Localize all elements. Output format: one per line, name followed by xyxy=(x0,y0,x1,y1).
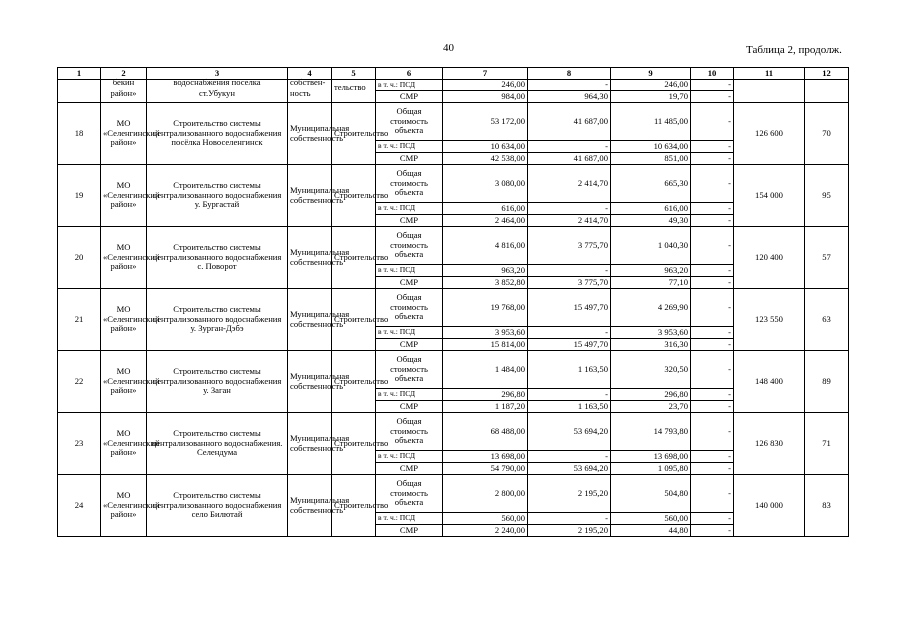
value-col9: 3 953,60 xyxy=(611,327,691,339)
cost-label: в т. ч.: ПСД xyxy=(376,451,443,463)
value-col11: 140 000 xyxy=(734,475,805,537)
column-number: 2 xyxy=(101,68,147,80)
value-col12: 57 xyxy=(805,227,849,289)
value-col9: 44,80 xyxy=(611,525,691,537)
value-col9: 320,50 xyxy=(611,351,691,389)
cost-label: Общая стоимость объекта xyxy=(376,289,443,327)
municipality: МО «Селенгинский район» xyxy=(101,475,147,537)
municipality: МО «Селенгинский район» xyxy=(101,103,147,165)
work-type: Строительство xyxy=(332,413,376,475)
municipality-cont: район» xyxy=(110,88,137,99)
work-type-cut: тельство xyxy=(334,82,366,92)
value-col9: 296,80 xyxy=(611,389,691,401)
value-col7: 19 768,00 xyxy=(443,289,528,327)
municipality: МО «Селенгинский район» xyxy=(101,165,147,227)
project-name: Строительство системы централизованного водоснабжения посёлка Новоселенгинск xyxy=(147,103,288,165)
ownership: Муниципальная собственность xyxy=(288,103,332,165)
value-col10: - xyxy=(691,475,734,513)
value-col11: 154 000 xyxy=(734,165,805,227)
value-col9: 13 698,00 xyxy=(611,451,691,463)
cost-label: СМР xyxy=(376,215,443,227)
project-name: Строительство системы централизованного водоснабжения у. Зурган-Дэбэ xyxy=(147,289,288,351)
table-row xyxy=(58,103,849,141)
row-number: 21 xyxy=(58,289,101,351)
value-col10: - xyxy=(691,463,734,475)
value-col9: 11 485,00 xyxy=(611,103,691,141)
value-col9: 14 793,80 xyxy=(611,413,691,451)
project-name xyxy=(147,77,288,103)
value-col12 xyxy=(805,80,849,103)
column-number: 1 xyxy=(58,68,101,80)
work-type: Строительство xyxy=(332,475,376,537)
value-col7: 42 538,00 xyxy=(443,153,528,165)
value-col7: 4 816,00 xyxy=(443,227,528,265)
cost-label: Общая стоимость объекта xyxy=(376,413,443,451)
cost-label: в т. ч.: ПСД xyxy=(376,80,443,91)
cost-label: в т. ч.: ПСД xyxy=(376,203,443,215)
value-col8: 2 414,70 xyxy=(528,165,611,203)
value-col8: - xyxy=(528,203,611,215)
value-col9: 560,00 xyxy=(611,513,691,525)
column-number: 8 xyxy=(528,68,611,80)
cost-label: СМР xyxy=(376,153,443,165)
value-col10: - xyxy=(691,91,734,103)
value-col11: 148 400 xyxy=(734,351,805,413)
value-col8: 53 694,20 xyxy=(528,413,611,451)
municipality: МО «Селенгинский район» xyxy=(101,227,147,289)
value-col10: - xyxy=(691,103,734,141)
value-col7: 53 172,00 xyxy=(443,103,528,141)
value-col10: - xyxy=(691,351,734,389)
value-col8: 41 687,00 xyxy=(528,153,611,165)
value-col12: 70 xyxy=(805,103,849,165)
cost-label: СМР xyxy=(376,91,443,103)
value-col10: - xyxy=(691,413,734,451)
cost-label: СМР xyxy=(376,463,443,475)
table-row xyxy=(58,351,849,389)
value-col7: 10 634,00 xyxy=(443,141,528,153)
municipality-cut: бекин xyxy=(112,77,135,88)
value-col9: 10 634,00 xyxy=(611,141,691,153)
value-col10: - xyxy=(691,513,734,525)
ownership: Муниципальная собственность xyxy=(288,289,332,351)
value-col7: 68 488,00 xyxy=(443,413,528,451)
value-col12: 83 xyxy=(805,475,849,537)
value-col9: 1 040,30 xyxy=(611,227,691,265)
ownership: Муниципальная собственность xyxy=(288,227,332,289)
value-col7: 13 698,00 xyxy=(443,451,528,463)
value-col8: 15 497,70 xyxy=(528,289,611,327)
work-type: Строительство xyxy=(332,289,376,351)
value-col8: - xyxy=(528,80,611,91)
value-col7: 54 790,00 xyxy=(443,463,528,475)
value-col8: 2 414,70 xyxy=(528,215,611,227)
value-col9: 4 269,90 xyxy=(611,289,691,327)
cost-label: в т. ч.: ПСД xyxy=(376,265,443,277)
municipality: МО «Селенгинский район» xyxy=(101,289,147,351)
column-number: 9 xyxy=(611,68,691,80)
value-col7: 246,00 xyxy=(443,80,528,91)
value-col7: 560,00 xyxy=(443,513,528,525)
ownership xyxy=(288,77,332,103)
column-number: 12 xyxy=(805,68,849,80)
value-col9: 19,70 xyxy=(611,91,691,103)
column-number: 11 xyxy=(734,68,805,80)
column-number: 3 xyxy=(147,68,288,80)
value-col10: - xyxy=(691,141,734,153)
cost-label: СМР xyxy=(376,277,443,289)
value-col8: - xyxy=(528,141,611,153)
value-col10: - xyxy=(691,227,734,265)
value-col10: - xyxy=(691,277,734,289)
cost-label: СМР xyxy=(376,401,443,413)
value-col9: 77,10 xyxy=(611,277,691,289)
value-col10: - xyxy=(691,165,734,203)
cost-label: в т. ч.: ПСД xyxy=(376,327,443,339)
value-col10: - xyxy=(691,339,734,351)
cost-label: Общая стоимость объекта xyxy=(376,351,443,389)
municipality: МО «Селенгинский район» xyxy=(101,413,147,475)
value-col10: - xyxy=(691,389,734,401)
cost-label: СМР xyxy=(376,525,443,537)
row-number: 24 xyxy=(58,475,101,537)
value-col10: - xyxy=(691,80,734,91)
value-col9: 316,30 xyxy=(611,339,691,351)
project-name: Строительство системы централизованного водоснабжения. Селендума xyxy=(147,413,288,475)
value-col8: 1 163,50 xyxy=(528,351,611,389)
project-name-cut: водоснабжения поселка xyxy=(173,77,261,88)
value-col10: - xyxy=(691,327,734,339)
cost-label: в т. ч.: ПСД xyxy=(376,141,443,153)
row-number: 18 xyxy=(58,103,101,165)
value-col10: - xyxy=(691,401,734,413)
cost-label: в т. ч.: ПСД xyxy=(376,389,443,401)
row-number: 19 xyxy=(58,165,101,227)
value-col7: 3 080,00 xyxy=(443,165,528,203)
work-type xyxy=(332,80,376,103)
value-col7: 963,20 xyxy=(443,265,528,277)
value-col8: - xyxy=(528,327,611,339)
table-row xyxy=(58,227,849,265)
value-col7: 616,00 xyxy=(443,203,528,215)
table-row xyxy=(58,413,849,451)
municipality xyxy=(101,77,147,103)
value-col8: - xyxy=(528,389,611,401)
value-col11 xyxy=(734,80,805,103)
work-type: Строительство xyxy=(332,103,376,165)
value-col10: - xyxy=(691,289,734,327)
value-col7: 2 800,00 xyxy=(443,475,528,513)
ownership: Муниципальная собственность xyxy=(288,351,332,413)
value-col12: 89 xyxy=(805,351,849,413)
value-col7: 15 814,00 xyxy=(443,339,528,351)
funding-table xyxy=(57,67,849,537)
value-col8: 53 694,20 xyxy=(528,463,611,475)
value-col8: 1 163,50 xyxy=(528,401,611,413)
value-col8: 964,30 xyxy=(528,91,611,103)
column-number: 4 xyxy=(288,68,332,80)
value-col8: 2 195,20 xyxy=(528,475,611,513)
value-col10: - xyxy=(691,525,734,537)
page-number: 40 xyxy=(443,42,454,54)
table-row xyxy=(58,165,849,203)
value-col8: - xyxy=(528,265,611,277)
value-col11: 126 830 xyxy=(734,413,805,475)
value-col10: - xyxy=(691,153,734,165)
value-col8: 2 195,20 xyxy=(528,525,611,537)
value-col8: 15 497,70 xyxy=(528,339,611,351)
value-col9: 665,30 xyxy=(611,165,691,203)
value-col7: 984,00 xyxy=(443,91,528,103)
value-col10: - xyxy=(691,451,734,463)
work-type: Строительство xyxy=(332,227,376,289)
value-col7: 296,80 xyxy=(443,389,528,401)
municipality: МО «Селенгинский район» xyxy=(101,351,147,413)
project-name: Строительство системы централизованного водоснабжения у. Бургастай xyxy=(147,165,288,227)
value-col12: 95 xyxy=(805,165,849,227)
value-col9: 246,00 xyxy=(611,80,691,91)
ownership: Муниципальная собственность xyxy=(288,165,332,227)
value-col8: 3 775,70 xyxy=(528,277,611,289)
value-col9: 23,70 xyxy=(611,401,691,413)
work-type: Строительство xyxy=(332,351,376,413)
value-col11: 120 400 xyxy=(734,227,805,289)
column-number: 7 xyxy=(443,68,528,80)
cost-label: СМР xyxy=(376,339,443,351)
cost-label: в т. ч.: ПСД xyxy=(376,513,443,525)
column-number: 5 xyxy=(332,68,376,80)
value-col11: 123 550 xyxy=(734,289,805,351)
ownership: Муниципальная собственность xyxy=(288,475,332,537)
value-col9: 851,00 xyxy=(611,153,691,165)
value-col10: - xyxy=(691,215,734,227)
value-col7: 1 484,00 xyxy=(443,351,528,389)
value-col8: 41 687,00 xyxy=(528,103,611,141)
cost-label: Общая стоимость объекта xyxy=(376,227,443,265)
value-col12: 71 xyxy=(805,413,849,475)
value-col9: 49,30 xyxy=(611,215,691,227)
value-col9: 616,00 xyxy=(611,203,691,215)
value-col10: - xyxy=(691,203,734,215)
row-number: 22 xyxy=(58,351,101,413)
column-number: 6 xyxy=(376,68,443,80)
value-col7: 2 240,00 xyxy=(443,525,528,537)
project-name: Строительство системы централизованного водоснабжения у. Заган xyxy=(147,351,288,413)
table-row xyxy=(58,80,849,91)
value-col7: 1 187,20 xyxy=(443,401,528,413)
row-number xyxy=(58,80,101,103)
row-number: 20 xyxy=(58,227,101,289)
value-col8: - xyxy=(528,451,611,463)
table-row xyxy=(58,475,849,513)
value-col8: 3 775,70 xyxy=(528,227,611,265)
value-col7: 3 852,80 xyxy=(443,277,528,289)
value-col11: 126 600 xyxy=(734,103,805,165)
cost-label: Общая стоимость объекта xyxy=(376,475,443,513)
value-col8: - xyxy=(528,513,611,525)
table-row xyxy=(58,289,849,327)
project-name: Строительство системы централизованного водоснабжения с. Поворот xyxy=(147,227,288,289)
ownership: Муниципальная собственность xyxy=(288,413,332,475)
table-continuation-note: Таблица 2, продолж. xyxy=(746,44,842,56)
ownership-cont: ность xyxy=(290,88,311,99)
project-name: Строительство системы централизованного водоснабжения село Билютай xyxy=(147,475,288,537)
value-col12: 63 xyxy=(805,289,849,351)
work-type: Строительство xyxy=(332,165,376,227)
value-col7: 2 464,00 xyxy=(443,215,528,227)
value-col9: 963,20 xyxy=(611,265,691,277)
project-name-cont: ст.Убукун xyxy=(199,88,235,99)
cost-label: Общая стоимость объекта xyxy=(376,103,443,141)
row-number: 23 xyxy=(58,413,101,475)
ownership-cut: собствен- xyxy=(290,77,326,88)
value-col9: 1 095,80 xyxy=(611,463,691,475)
cost-label: Общая стоимость объекта xyxy=(376,165,443,203)
value-col10: - xyxy=(691,265,734,277)
value-col9: 504,80 xyxy=(611,475,691,513)
column-number: 10 xyxy=(691,68,734,80)
value-col7: 3 953,60 xyxy=(443,327,528,339)
